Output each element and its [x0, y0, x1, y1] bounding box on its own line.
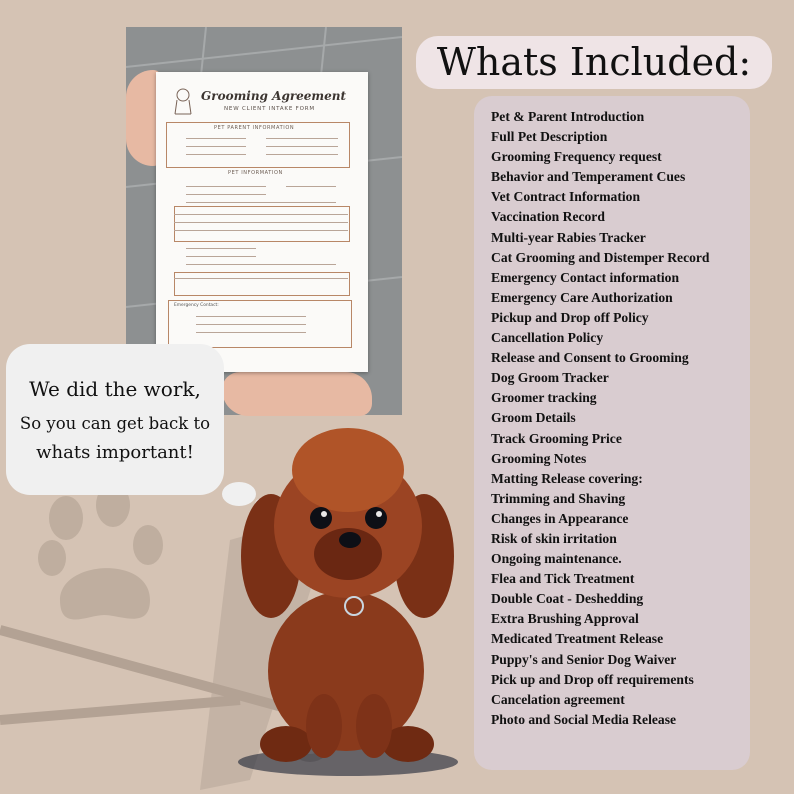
- poodle-illustration: [226, 426, 466, 782]
- form-line: [196, 332, 306, 333]
- included-item: Medicated Treatment Release: [491, 631, 664, 647]
- form-line: [196, 316, 306, 317]
- form-line: [266, 146, 338, 147]
- form-line: [186, 138, 246, 139]
- form-line: [174, 230, 348, 231]
- form-line: [286, 186, 336, 187]
- pet-parent-heading: PET PARENT INFORMATION: [214, 125, 295, 131]
- included-item: Trimming and Shaving: [491, 490, 626, 506]
- included-item: Emergency Contact information: [491, 269, 680, 285]
- included-item: Emergency Care Authorization: [491, 289, 673, 305]
- included-item: Matting Release covering:: [491, 470, 643, 486]
- form-line: [186, 146, 246, 147]
- form-line: [186, 202, 336, 203]
- included-item: Full Pet Description: [491, 129, 608, 145]
- grooming-frequency-grid: [174, 206, 350, 242]
- included-item: Extra Brushing Approval: [491, 611, 639, 627]
- dog-logo-icon: [170, 86, 196, 116]
- form-subtitle: NEW CLIENT INTAKE FORM: [224, 106, 315, 112]
- included-item: Vaccination Record: [491, 209, 605, 225]
- form-line: [186, 248, 256, 249]
- included-item: Photo and Social Media Release: [491, 711, 677, 727]
- included-item: Risk of skin irritation: [491, 530, 617, 546]
- included-item: Changes in Appearance: [491, 510, 629, 526]
- included-item: Grooming Frequency request: [491, 149, 662, 165]
- bubble-line-3: whats important!: [36, 442, 194, 463]
- included-item: Vet Contract Information: [491, 189, 641, 205]
- form-line: [174, 222, 348, 223]
- included-item: Pet & Parent Introduction: [491, 109, 645, 124]
- pet-info-heading: PET INFORMATION: [228, 170, 283, 176]
- vaccination-record-grid: [174, 272, 350, 296]
- title-pill: [416, 36, 772, 89]
- form-title: Grooming Agreement: [201, 89, 347, 103]
- page-title: Whats Included:: [436, 40, 752, 84]
- paw-print-icon: [38, 483, 163, 620]
- included-item: Groom Details: [491, 410, 576, 426]
- included-item: Dog Groom Tracker: [491, 370, 609, 386]
- included-item: Behavior and Temperament Cues: [491, 169, 686, 185]
- intake-form: [156, 72, 368, 372]
- speech-bubble: [6, 344, 224, 495]
- included-item: Double Coat - Deshedding: [491, 591, 644, 607]
- form-line: [186, 194, 266, 195]
- included-item: Ongoing maintenance.: [491, 551, 622, 567]
- included-item: Pick up and Drop off requirements: [491, 671, 694, 687]
- included-item: Grooming Notes: [491, 450, 587, 466]
- form-line: [186, 256, 256, 257]
- included-item: Puppy's and Senior Dog Waiver: [491, 651, 677, 667]
- included-item: Release and Consent to Grooming: [491, 350, 689, 366]
- included-item: Cancellation Policy: [491, 330, 604, 346]
- bubble-line-2: So you can get back to: [19, 414, 211, 433]
- included-item: Cat Grooming and Distemper Record: [491, 249, 710, 265]
- form-line: [266, 154, 338, 155]
- form-line: [174, 278, 348, 279]
- emergency-contact-label: Emergency Contact:: [174, 303, 219, 308]
- form-line: [186, 154, 246, 155]
- included-list-panel: [474, 96, 750, 770]
- included-item: Cancelation agreement: [491, 691, 625, 707]
- included-item: Track Grooming Price: [491, 430, 622, 446]
- bubble-line-1: We did the work,: [29, 377, 201, 401]
- form-line: [196, 324, 306, 325]
- included-item: Pickup and Drop off Policy: [491, 309, 649, 325]
- included-item: Groomer tracking: [491, 390, 597, 406]
- form-line: [266, 138, 338, 139]
- form-line: [186, 264, 336, 265]
- included-item: Multi-year Rabies Tracker: [491, 229, 646, 245]
- included-item: Flea and Tick Treatment: [491, 571, 635, 587]
- right-hand: [222, 372, 372, 416]
- form-line: [186, 186, 266, 187]
- form-line: [174, 214, 348, 215]
- included-list: [491, 107, 710, 730]
